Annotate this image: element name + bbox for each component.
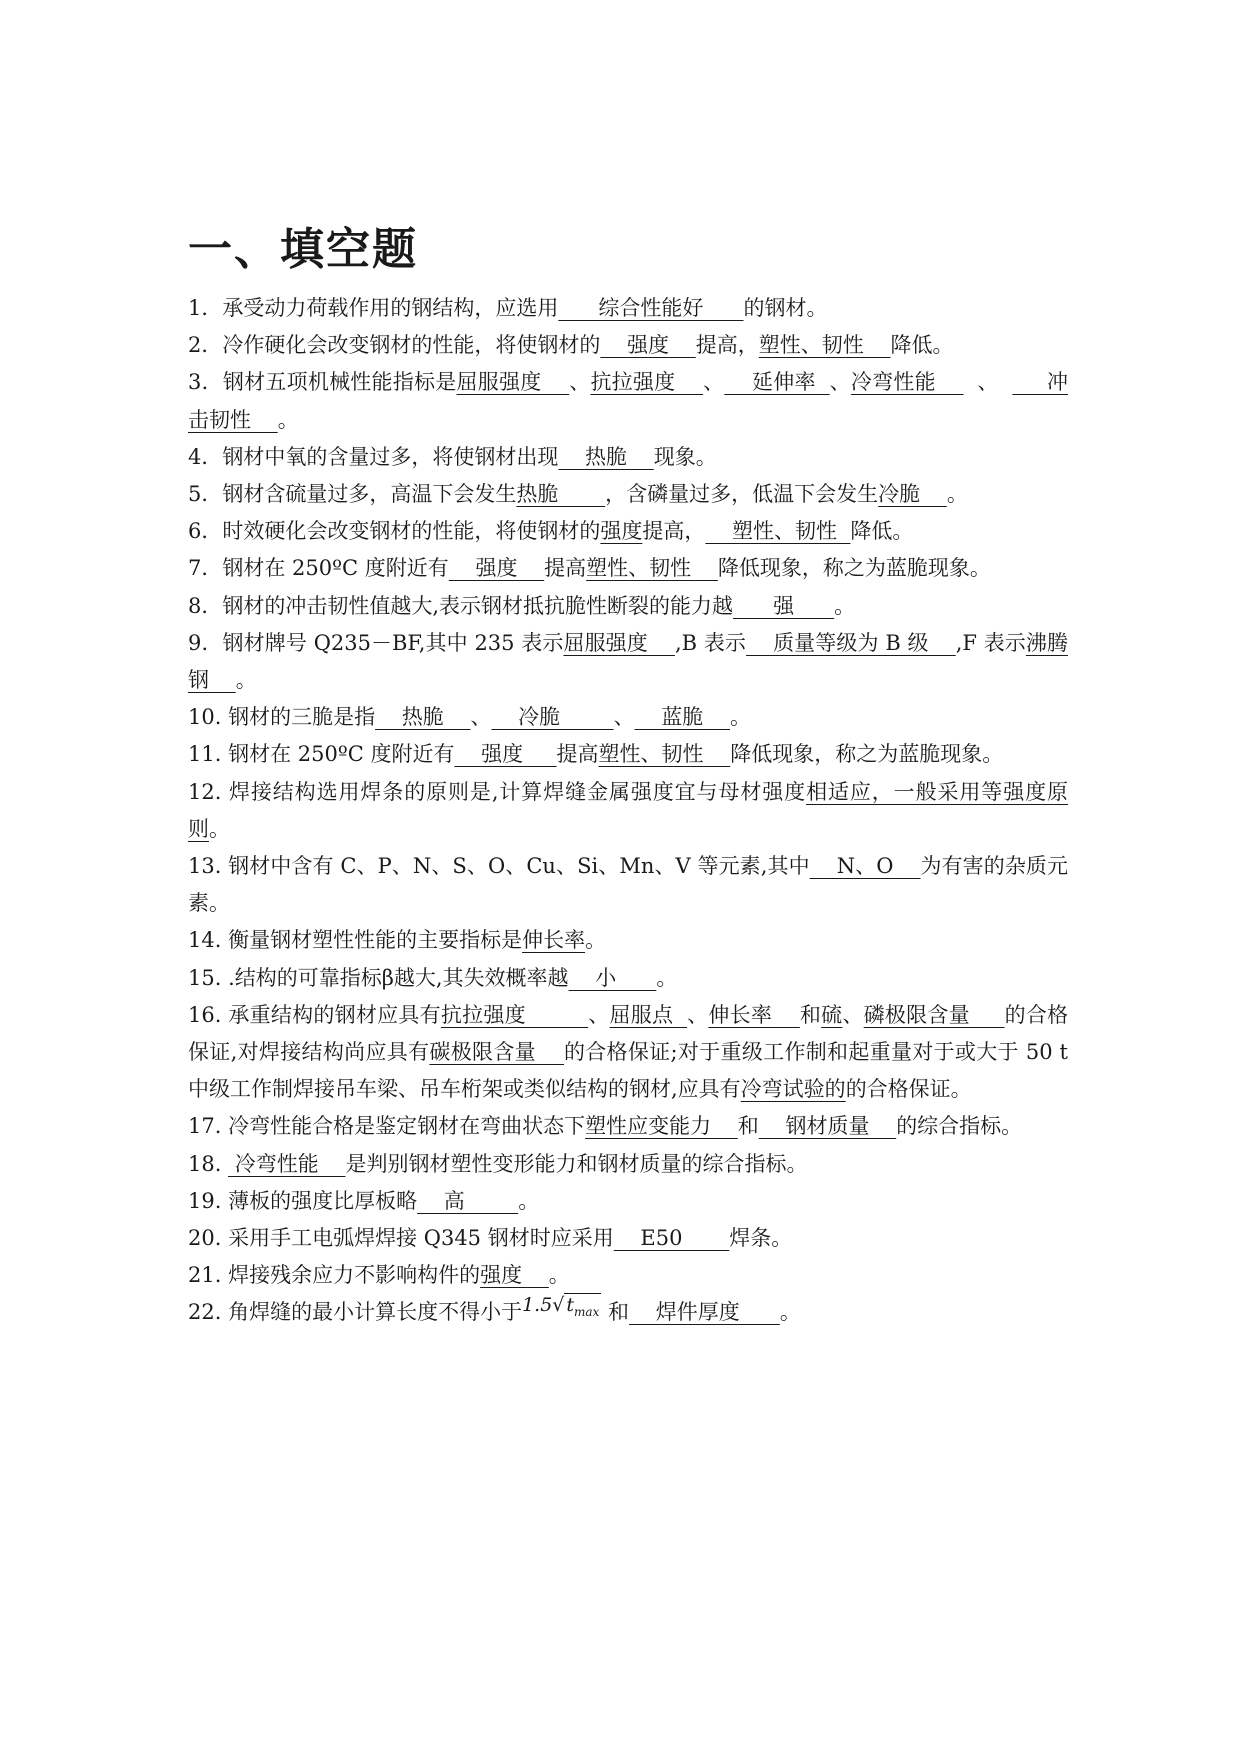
answer-blank: 热脆 — [375, 705, 471, 730]
answer-blank: 屈服强度 — [456, 370, 570, 395]
question-text: 21. 焊接残余应力不影响构件的 — [188, 1263, 481, 1288]
question-6 — [188, 513, 1068, 550]
question-9 — [188, 625, 1068, 699]
question-text: 的合格保证,对焊接结构尚应具有 — [188, 1002, 1069, 1065]
question-text: 、 — [963, 370, 1013, 395]
answer-blank: 屈服点 — [609, 1002, 688, 1027]
answer-blank: 小 — [568, 965, 657, 990]
question-text: 3．钢材五项机械性能指标是 — [188, 370, 457, 395]
question-text: 。 — [235, 668, 257, 693]
answer-blank: 冷弯性能 — [850, 370, 964, 395]
question-text: 11. 钢材在 250ºC 度附近有 — [188, 742, 455, 767]
question-text: 6．时效硬化会改变钢材的性能，将使钢材的 — [188, 519, 601, 544]
question-text: 。 — [277, 407, 299, 432]
question-text: 、 — [687, 1002, 709, 1027]
question-text: 8．钢材的冲击韧性值越大,表示钢材抵抗脆性断裂的能力越 — [188, 593, 734, 618]
section-heading: 一、填空题 — [188, 224, 418, 275]
question-text: 的钢材。 — [743, 296, 828, 320]
answer-blank: 高 — [417, 1188, 519, 1213]
document-page — [188, 222, 1075, 1339]
question-text: 12. 焊接结构选用焊条的原则是,计算焊缝金属强度宜与母材强度 — [188, 779, 807, 804]
formula-1-5-sqrt-tmax: 1.5√ $t_{max}$ — [522, 1294, 600, 1320]
question-12 — [188, 774, 1068, 848]
question-text: 1．承受动力荷载作用的钢结构，应选用 — [188, 296, 559, 320]
question-text: 焊条。 — [729, 1226, 793, 1251]
question-text: 降低现象，称之为蓝脆现象。 — [730, 742, 1004, 767]
answer-blank: 塑性、韧性 — [705, 519, 851, 544]
answer-blank: 强度 — [600, 519, 643, 544]
question-text: 5．钢材含硫量过多，高温下会发生 — [188, 482, 517, 507]
question-text: 13. 钢材中含有 C、P、N、S、O、Cu、Si、Mn、V 等元素,其中 — [188, 854, 810, 879]
question-14 — [188, 922, 1068, 959]
answer-blank: 延伸率 — [724, 370, 830, 395]
answer-blank: 塑性应变能力 — [585, 1114, 738, 1139]
question-text: ,B 表示 — [674, 630, 747, 655]
question-text: 提高 — [544, 556, 587, 581]
question-text: 为有害的杂质元素。 — [188, 854, 1068, 916]
answer-blank: 蓝脆 — [634, 705, 730, 730]
question-text: 10. 钢材的三脆是指 — [188, 705, 376, 730]
question-17 — [188, 1108, 1068, 1145]
answer-blank: 碳极限含量 — [429, 1040, 564, 1065]
question-text: 降低。 — [890, 333, 954, 358]
question-5 — [188, 476, 1068, 513]
question-text: 、 — [829, 370, 851, 395]
answer-blank: 焊件厚度 — [629, 1300, 780, 1325]
answer-blank: 相适应，一般采用等强度原则 — [188, 779, 1069, 841]
answer-blank: 塑性、韧性 — [758, 333, 891, 358]
question-text: 的合格保证。 — [845, 1077, 972, 1102]
answer-blank: 质量等级为 B 级 — [746, 630, 956, 655]
answer-blank: 屈服强度 — [563, 630, 675, 655]
answer-blank: 塑性、韧性 — [598, 742, 731, 767]
question-text: ,F 表示 — [955, 630, 1026, 655]
question-10 — [188, 699, 1068, 736]
question-text: 是判别钢材塑性变形能力和钢材质量的综合指标。 — [345, 1151, 808, 1176]
question-text: 。 — [656, 965, 678, 990]
question-13 — [188, 848, 1068, 922]
question-text: 。 — [518, 1188, 540, 1213]
question-text: 16. 承重结构的钢材应具有 — [188, 1002, 441, 1027]
answer-blank: 钢材质量 — [758, 1114, 897, 1139]
answer-blank: 强 — [733, 593, 835, 618]
question-text: 的综合指标。 — [896, 1114, 1023, 1139]
question-1 — [188, 290, 1068, 327]
question-8 — [188, 588, 1068, 625]
question-text: 。 — [779, 1300, 801, 1325]
answer-blank: 热脆 — [558, 444, 654, 469]
question-text: 。 — [548, 1263, 570, 1288]
question-22 — [188, 1294, 1068, 1339]
answer-blank: 强度 — [480, 1263, 549, 1288]
question-21 — [188, 1257, 1068, 1294]
question-text: 。 — [730, 705, 751, 730]
question-text: 18. — [188, 1151, 229, 1176]
answer-blank: 硫 — [821, 1002, 843, 1027]
question-text: 、 — [588, 1002, 610, 1027]
answer-blank: 强度 — [448, 556, 545, 581]
question-text: 。 — [585, 928, 607, 953]
question-text: 。 — [834, 593, 856, 618]
answer-blank: 塑性、韧性 — [586, 556, 718, 581]
question-4 — [188, 439, 1068, 476]
answer-blank: 伸长率 — [708, 1002, 800, 1027]
answer-blank: 热脆 — [516, 482, 606, 507]
question-text: 和 — [737, 1114, 759, 1139]
answer-blank: 冷脆 — [878, 482, 947, 507]
question-15 — [188, 960, 1068, 997]
question-text: 提高， — [695, 333, 759, 358]
question-text: 、 — [703, 370, 725, 395]
question-text: 、 — [569, 370, 591, 395]
question-text: 14. 衡量钢材塑性性能的主要指标是 — [188, 928, 523, 953]
answer-blank: 综合性能好 — [558, 296, 744, 320]
answer-blank: 磷极限含量 — [863, 1002, 1005, 1027]
question-text: 22. 角焊缝的最小计算长度不得小于 — [188, 1300, 523, 1325]
answer-blank: 冷弯性能 — [228, 1151, 346, 1176]
question-19 — [188, 1183, 1068, 1220]
answer-blank: 冷脆 — [491, 705, 614, 730]
question-text: 降低现象，称之为蓝脆现象。 — [717, 556, 991, 581]
question-list — [188, 290, 1075, 1339]
question-text: 、 — [842, 1002, 864, 1027]
question-text: 现象。 — [653, 444, 717, 469]
question-text: 和 — [601, 1300, 630, 1325]
question-text: 2．冷作硬化会改变钢材的性能，将使钢材的 — [188, 333, 601, 358]
answer-blank: E50 — [613, 1226, 730, 1251]
question-text: 17. 冷弯性能合格是鉴定钢材在弯曲状态下 — [188, 1114, 586, 1139]
question-text: 20. 采用手工电弧焊焊接 Q345 钢材时应采用 — [188, 1226, 614, 1251]
answer-blank: 抗拉强度 — [440, 1002, 589, 1027]
question-text: 提高， — [642, 519, 706, 544]
question-3 — [188, 364, 1068, 438]
answer-blank: 伸长率 — [522, 928, 586, 953]
answer-blank: 冲击韧性 — [188, 370, 1069, 432]
question-text: 9．钢材牌号 Q235－BF,其中 235 表示 — [188, 630, 564, 655]
answer-blank: 冷弯试验的 — [740, 1077, 846, 1102]
question-text: 、 — [613, 705, 635, 730]
question-text: 的合格保证;对于重级工作制和起重量对于或大于 50 t 中级工作制焊接吊车梁、吊车桁架或类似结构的钢材,应具有 — [188, 1040, 1075, 1102]
question-16 — [188, 997, 1075, 1109]
question-text: 提高 — [556, 742, 599, 767]
question-18 — [188, 1146, 1068, 1183]
answer-blank: 沸腾钢 — [188, 630, 1068, 693]
answer-blank: 强度 — [454, 742, 557, 767]
question-text: 、 — [470, 705, 492, 730]
question-11 — [188, 736, 1068, 773]
question-text: 降低。 — [850, 519, 914, 544]
answer-blank: 强度 — [600, 333, 696, 358]
question-20 — [188, 1220, 1068, 1257]
question-text: 7．钢材在 250ºC 度附近有 — [188, 556, 449, 581]
question-text: 和 — [799, 1002, 822, 1027]
question-2 — [188, 327, 1068, 364]
question-text: ，含磷量过多，低温下会发生 — [605, 482, 879, 507]
question-text: 。 — [209, 816, 230, 841]
question-text: 15. .结构的可靠指标β越大,其失效概率越 — [188, 965, 569, 990]
question-text: 4．钢材中氧的含量过多，将使钢材出现 — [188, 444, 559, 469]
answer-blank: N、O — [809, 854, 921, 879]
answer-blank: 抗拉强度 — [590, 370, 704, 395]
question-7 — [188, 550, 1068, 587]
question-text: 。 — [946, 482, 968, 507]
question-text: 19. 薄板的强度比厚板略 — [188, 1188, 418, 1213]
